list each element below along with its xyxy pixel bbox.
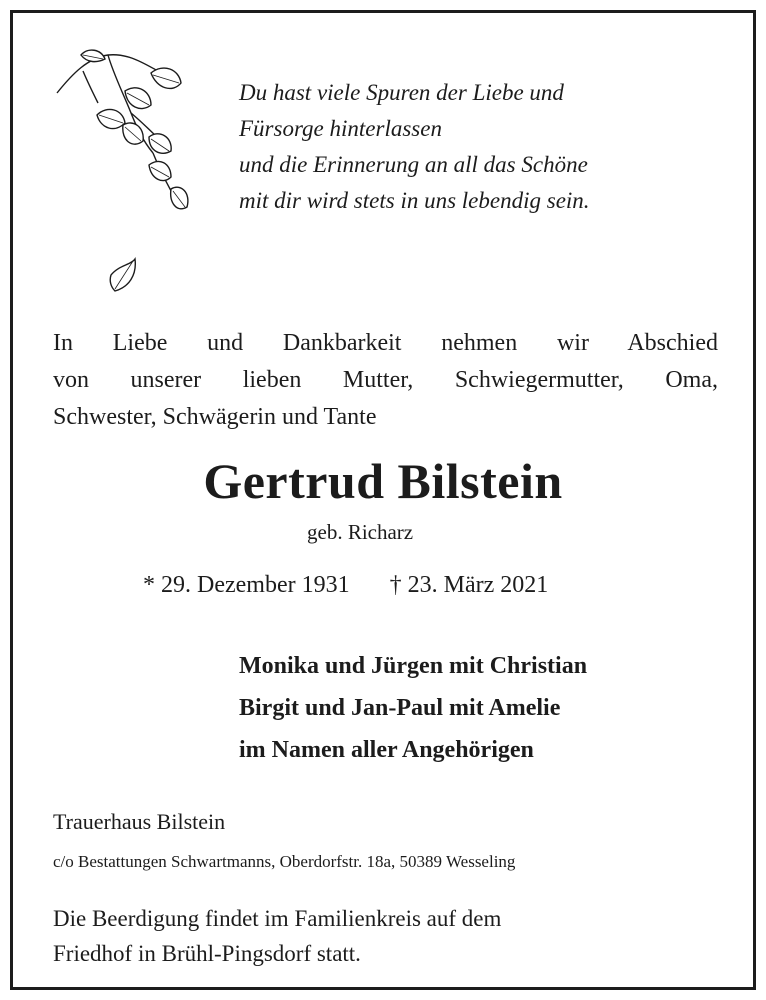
funeral-line: Friedhof in Brühl-Pingsdorf statt.	[53, 941, 361, 966]
poem-line: Fürsorge hinterlassen	[239, 116, 442, 141]
farewell-text	[53, 325, 718, 436]
poem-line: Du hast viele Spuren der Liebe und	[239, 80, 564, 105]
poem-line: und die Erinnerung an all das Schöne	[239, 152, 588, 177]
mourner-line: Birgit und Jan-Paul mit Amelie	[239, 695, 561, 721]
farewell-line: Schwester, Schwägerin und Tante	[53, 404, 377, 430]
life-dates	[143, 569, 548, 601]
farewell-line: In Liebe und Dankbarkeit nehmen wir Abschied	[53, 330, 718, 356]
farewell-line: von unserer lieben Mutter, Schwiegermutter, Oma,	[53, 367, 718, 393]
birch-branch-icon	[53, 33, 213, 313]
mourners	[239, 645, 587, 771]
mourning-house: Trauerhaus Bilstein	[53, 809, 226, 834]
mourner-line: Monika und Jürgen mit Christian	[239, 653, 588, 679]
maiden-name: geb. Richarz	[307, 520, 414, 544]
funeral-line: Die Beerdigung findet im Familienkreis auf dem	[53, 906, 502, 931]
birth-date: * 29. Dezember 1931	[143, 572, 350, 598]
deceased-name: Gertrud Bilstein	[203, 453, 563, 509]
contact-address: c/o Bestattungen Schwartmanns, Oberdorfstr. 18a, 50389 Wesseling	[53, 852, 516, 871]
mourner-line: im Namen aller Angehörigen	[239, 737, 534, 763]
funeral-notice	[53, 901, 733, 971]
poem-line: mit dir wird stets in uns lebendig sein.	[239, 188, 590, 213]
death-date: † 23. März 2021	[389, 572, 549, 598]
obituary-frame	[10, 10, 756, 990]
poem	[239, 75, 739, 219]
